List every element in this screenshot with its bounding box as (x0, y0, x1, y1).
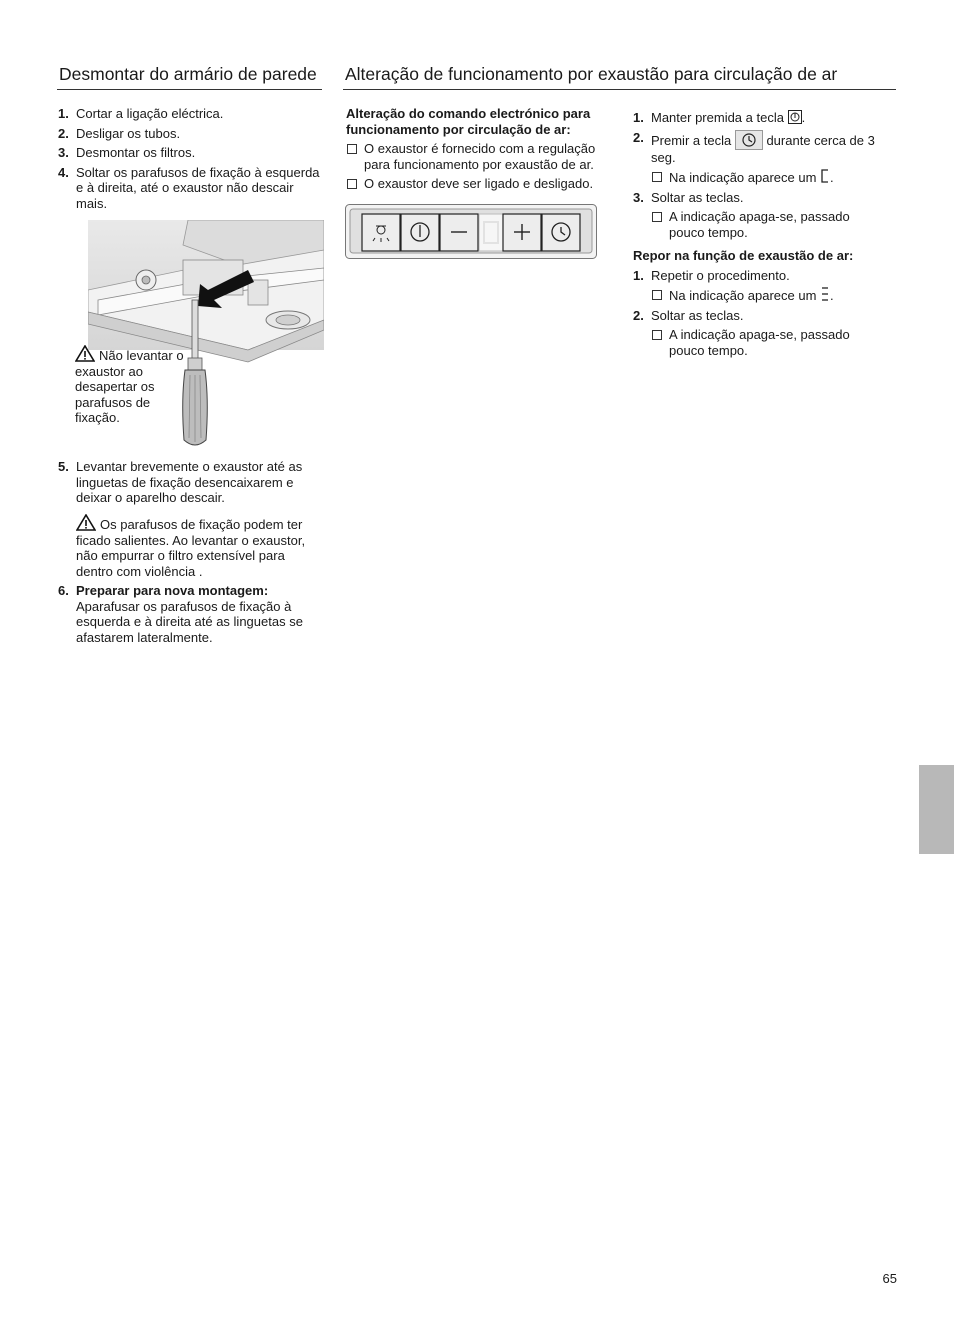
list-item: 1. Cortar a ligação eléctrica. (58, 106, 224, 121)
step6-title: Preparar para nova montagem: (76, 583, 269, 598)
list-item: O exaustor deve ser ligado e desligado. (346, 176, 611, 192)
step5-warning: Os parafusos de fixação podem ter ficado salientes. Ao levantar o exaustor, não empurrar o filtro extensível para dentro com violência . (76, 514, 320, 579)
minus-button (440, 214, 478, 251)
power-key-icon (788, 110, 802, 124)
plus-button (503, 214, 541, 251)
step-5: 5. Levantar brevemente o exaustor até as linguetas de fixação desencaixarem e deixar o aparelho descair. (58, 459, 303, 505)
display (479, 214, 503, 251)
display-e-icon (820, 287, 830, 301)
steps-list-a (58, 106, 320, 215)
list-item: O exaustor é fornecido com a regulação para funcionamento por exaustão de ar. (346, 141, 611, 172)
list-item: 1. Repetir o procedimento. (633, 267, 790, 283)
section-heading-right: Alteração de funcionamento por exaustão para circulação de ar (345, 64, 838, 84)
list-item: A indicação apaga-se, passado pouco tempo. (651, 209, 883, 240)
list-item: Na indicação aparece um . (651, 287, 883, 304)
warning-icon (76, 514, 96, 531)
timer-key-icon (735, 130, 763, 150)
list-item: A indicação apaga-se, passado pouco tempo. (651, 327, 883, 358)
list-item: Na indicação aparece um . (651, 169, 883, 186)
heading-rule-left (57, 89, 322, 90)
subheading: Alteração do comando electrónico para funcionamento por circulação de ar: (346, 106, 591, 137)
figure-warning: Não levantar o exaustor ao desapertar os parafusos de fixação. (75, 345, 185, 426)
steps-list-b (633, 110, 883, 362)
page-number: 65 (882, 1271, 897, 1286)
timer-button (542, 214, 580, 251)
power-button (401, 214, 439, 251)
list-item: 3. Desmontar os filtros. (58, 145, 196, 160)
display-c-icon (820, 169, 830, 183)
list-item: 2. Soltar as teclas. (633, 307, 744, 323)
warning-icon (75, 345, 95, 362)
control-panel (345, 204, 597, 260)
list-item: 2. Premir a tecla durante cerca de 3 seg. (633, 129, 875, 165)
list-item: 3. Soltar as teclas. (633, 189, 744, 205)
step-6: 6. Preparar para nova montagem: Aparafusar os parafusos de fixação à esquerda e à direita até as linguetas se afastarem lateralmente. (58, 583, 303, 645)
list-item: 1. Manter premida a tecla . (633, 110, 806, 125)
side-tab-marker (919, 765, 954, 854)
heading-rule-right (343, 89, 896, 90)
list-item: 4. Soltar os parafusos de fixação à esquerda e à direita, até o exaustor não descair mais. (58, 164, 320, 211)
bullet-list (346, 141, 611, 196)
reset-heading: Repor na função de exaustão de ar: (633, 248, 854, 263)
list-item: 2. Desligar os tubos. (58, 125, 181, 141)
light-button (362, 214, 400, 251)
section-heading-left: Desmontar do armário de parede (59, 64, 317, 84)
